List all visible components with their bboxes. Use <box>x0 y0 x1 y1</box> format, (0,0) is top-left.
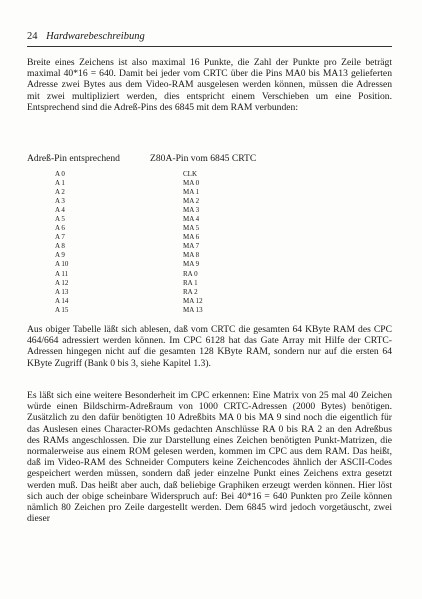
header-rule <box>27 46 392 47</box>
crtc-pin-cell: MA 9 <box>183 260 200 269</box>
table-row <box>55 215 315 224</box>
crtc-pin-cell: MA 4 <box>183 215 200 224</box>
crtc-pin-cell: MA 8 <box>183 251 200 260</box>
table-row <box>55 188 315 197</box>
table-row <box>55 170 315 179</box>
crtc-pin-cell: MA 3 <box>183 206 200 215</box>
crtc-pin-cell: MA 0 <box>183 179 200 188</box>
address-pin-cell: A 10 <box>55 260 69 269</box>
address-pin-cell: A 14 <box>55 296 69 305</box>
crtc-pin-cell: MA 12 <box>183 296 203 305</box>
address-pin-cell: A 6 <box>55 224 65 233</box>
table-row <box>55 233 315 242</box>
table-row <box>55 179 315 188</box>
table-row <box>55 279 315 288</box>
address-pin-cell: A 2 <box>55 188 65 197</box>
pin-mapping-table <box>55 170 315 315</box>
table-row <box>55 260 315 269</box>
address-pin-cell: A 12 <box>55 278 69 287</box>
crtc-pin-cell: MA 2 <box>183 197 200 206</box>
crtc-pin-cell: MA 1 <box>183 188 200 197</box>
page-number: 24 <box>27 31 38 42</box>
crtc-pin-cell: RA 1 <box>183 278 198 287</box>
table-row <box>55 306 315 315</box>
crtc-pin-cell: MA 6 <box>183 233 200 242</box>
address-pin-cell: A 13 <box>55 287 69 296</box>
running-header <box>27 30 392 43</box>
table-row <box>55 251 315 260</box>
chapter-title: Hardwarebeschreibung <box>46 31 145 42</box>
address-pin-cell: A 5 <box>55 215 65 224</box>
crtc-pin-cell: MA 5 <box>183 224 200 233</box>
crtc-pin-cell: RA 2 <box>183 287 198 296</box>
table-column-header-address-pin: Adreß-Pin entsprechend <box>27 153 120 164</box>
address-pin-cell: A 4 <box>55 206 65 215</box>
address-pin-cell: A 8 <box>55 242 65 251</box>
table-row <box>55 297 315 306</box>
table-row <box>55 288 315 297</box>
table-row <box>55 206 315 215</box>
table-row <box>55 242 315 251</box>
address-pin-cell: A 9 <box>55 251 65 260</box>
table-row <box>55 197 315 206</box>
crtc-pin-cell: RA 0 <box>183 269 198 278</box>
address-pin-cell: A 15 <box>55 305 69 314</box>
address-pin-cell: A 0 <box>55 170 65 178</box>
paragraph-1: Breite eines Zeichens ist also maximal 16 Punkte, die Zahl der Punkte pro Zeile beträgt maximal 40*16 = 640. Damit bei jeder vom CRTC über die Pins MA0 bis MA13 gelieferten Adresse zwei Bytes aus dem Video-RAM ausgelesen werden können, müssen die Adressen mit zwei multipliziert werden, dies entspricht einem Verschieben um eine Position. Entsprechend sind die Adreß-Pins des 6845 mit dem RAM verbunden: <box>27 57 392 113</box>
address-pin-cell: A 7 <box>55 233 65 242</box>
table-column-header-crtc-pin: Z80A-Pin vom 6845 CRTC <box>150 153 257 164</box>
crtc-pin-cell: MA 13 <box>183 305 203 314</box>
paragraph-3: Es läßt sich eine weitere Besonderheit im CPC erkennen: Eine Matrix von 25 mal 40 Zeichen würde einen Bildschirm-Adreßraum von 1000 CRTC-Adressen (2000 Bytes) benötigen. Zusätzlich zu den dafür benötigten 10 Adreßbits MA 0 bis MA 9 sind noch die eigentlich für das Auslesen eines Character-ROMs gedachten Anschlüsse RA 0 bis RA 2 an den Adreßbus des RAMs angeschlossen. Die zur Darstellung eines Zeichen benötigten Punkt-Matrizen, die normalerweise aus einem ROM gelesen werden, kommen im CPC aus dem RAM. Das heißt, daß im Video-RAM des Schneider Computers keine Zeichencodes ähnlich der ASCII-Codes gespeichert werden müssen, sondern daß jeder einzelne Punkt eines Zeichens extra gesetzt werden muß. Das heißt aber auch, daß beliebige Graphiken erzeugt werden können. Hier löst sich auch der obige scheinbare Widerspruch auf: Bei 40*16 = 640 Punkten pro Zeile können nämlich 80 Zeichen pro Zeile dargestellt werden. Dem 6845 wird jedoch vorgetäuscht, zwei dieser <box>27 390 392 525</box>
address-pin-cell: A 1 <box>55 179 65 188</box>
crtc-pin-cell: MA 7 <box>183 242 200 251</box>
table-row <box>55 270 315 279</box>
table-row <box>55 224 315 233</box>
address-pin-cell: A 3 <box>55 197 65 206</box>
crtc-pin-cell: CLK <box>183 170 197 178</box>
paragraph-2: Aus obiger Tabelle läßt sich ablesen, daß vom CRTC die gesamten 64 KByte RAM des CPC 464/664 adressiert werden können. Im CPC 6128 hat das Gate Array mit Hilfe der CRTC-Adressen hingegen nicht auf die gesamten 128 KByte RAM, sondern nur auf die ersten 64 KByte Zugriff (Bank 0 bis 3, siehe Kapitel 1.3). <box>27 324 392 369</box>
address-pin-cell: A 11 <box>55 269 69 278</box>
